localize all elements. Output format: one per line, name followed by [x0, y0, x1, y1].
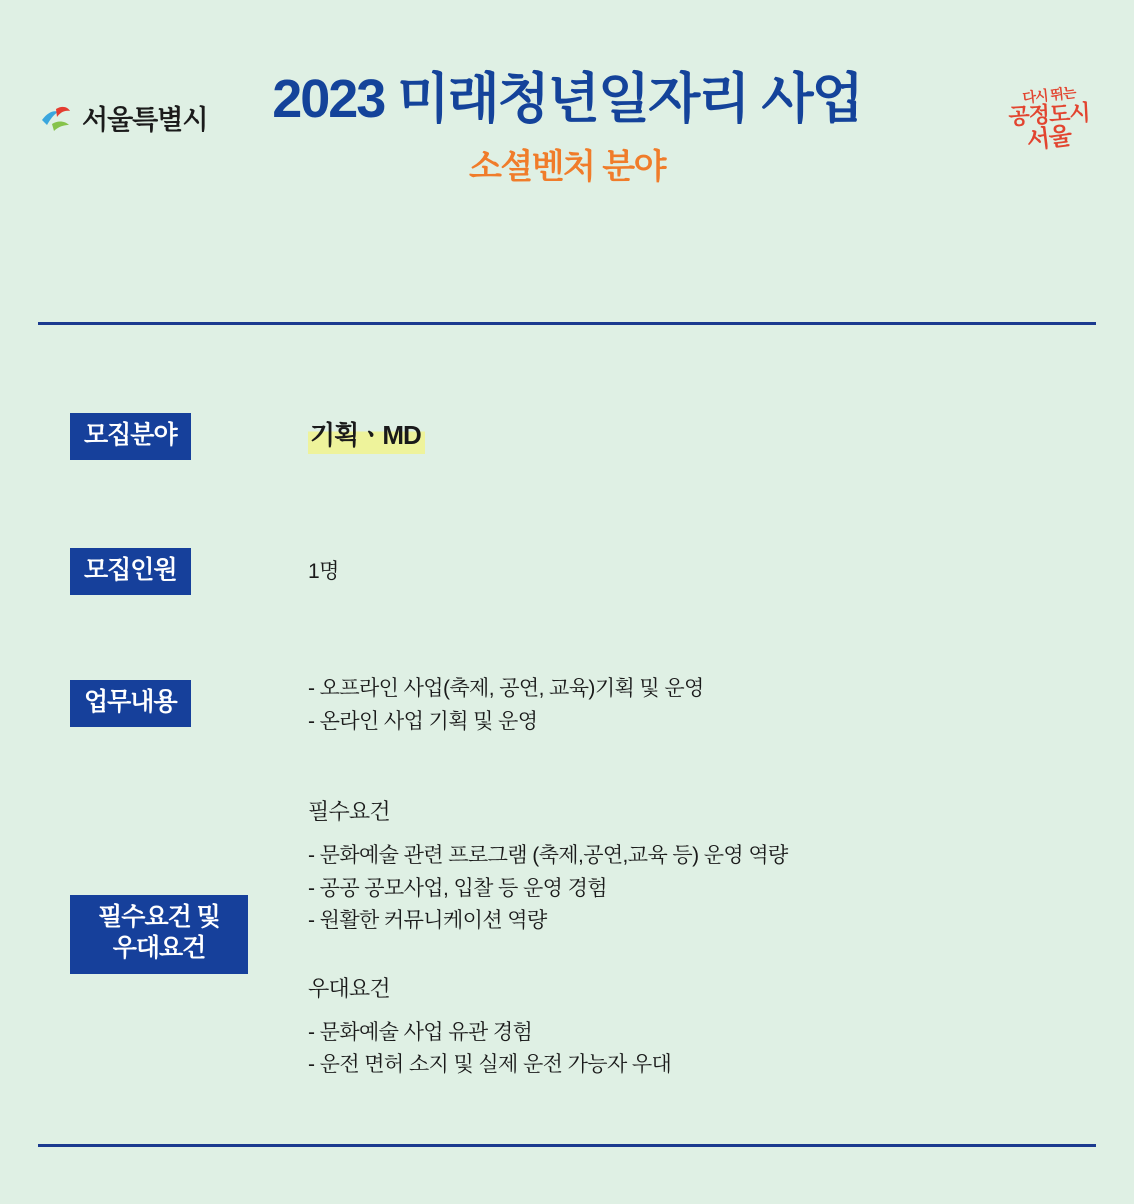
label-requirements — [70, 895, 248, 974]
brand — [38, 98, 207, 137]
label-requirements-line-2: 우대요건 — [112, 934, 206, 963]
value-headcount: 1명 — [308, 560, 339, 583]
city-slogan-emblem — [994, 84, 1104, 174]
seoul-logo-icon — [38, 100, 74, 136]
label-duties: 업무내용 — [70, 680, 191, 727]
value-recruit-field: 기획ㆍMD — [308, 415, 425, 454]
divider-bottom — [38, 1144, 1096, 1147]
required-section-title: 필수요건 — [308, 799, 390, 824]
emblem-line-1: 다시 뛰는 — [1021, 84, 1077, 106]
brand-name: 서울특별시 — [82, 105, 208, 135]
duty-line: - 오프라인 사업(축제, 공연, 교육)기획 및 운영 — [308, 677, 704, 700]
required-line: - 원활한 커뮤니케이션 역량 — [308, 909, 547, 933]
poster-header — [0, 70, 1134, 320]
emblem-line-3: 서울 — [1025, 122, 1073, 155]
divider-top — [38, 322, 1096, 325]
preferred-line: - 운전 면허 소지 및 실제 운전 가능자 우대 — [308, 1053, 672, 1077]
value-requirements-wrap — [308, 795, 1074, 1082]
label-recruit-field: 모집분야 — [70, 413, 191, 460]
emblem-line-2: 공정도시 — [1007, 99, 1091, 129]
value-duties-wrap — [308, 673, 1074, 738]
page-title: 2023 미래청년일자리 사업 — [272, 69, 862, 129]
preferred-section-title: 우대요건 — [308, 975, 390, 1001]
section-spacer — [308, 938, 1074, 972]
preferred-line: - 문화예술 사업 유관 경험 — [308, 1020, 533, 1044]
page-subtitle: 소셜벤처 분야 — [468, 148, 665, 187]
label-requirements-line-1: 필수요건 및 — [98, 903, 220, 931]
required-line: - 공공 공모사업, 입찰 등 운영 경험 — [308, 876, 607, 900]
duty-line: - 온라인 사업 기획 및 운영 — [308, 709, 538, 733]
label-headcount: 모집인원 — [70, 548, 191, 595]
value-recruit-field-wrap — [308, 415, 1074, 454]
required-line: - 문화예술 관련 프로그램 (축제,공연,교육 등) 운영 역량 — [308, 844, 788, 867]
value-headcount-wrap — [308, 555, 1074, 585]
